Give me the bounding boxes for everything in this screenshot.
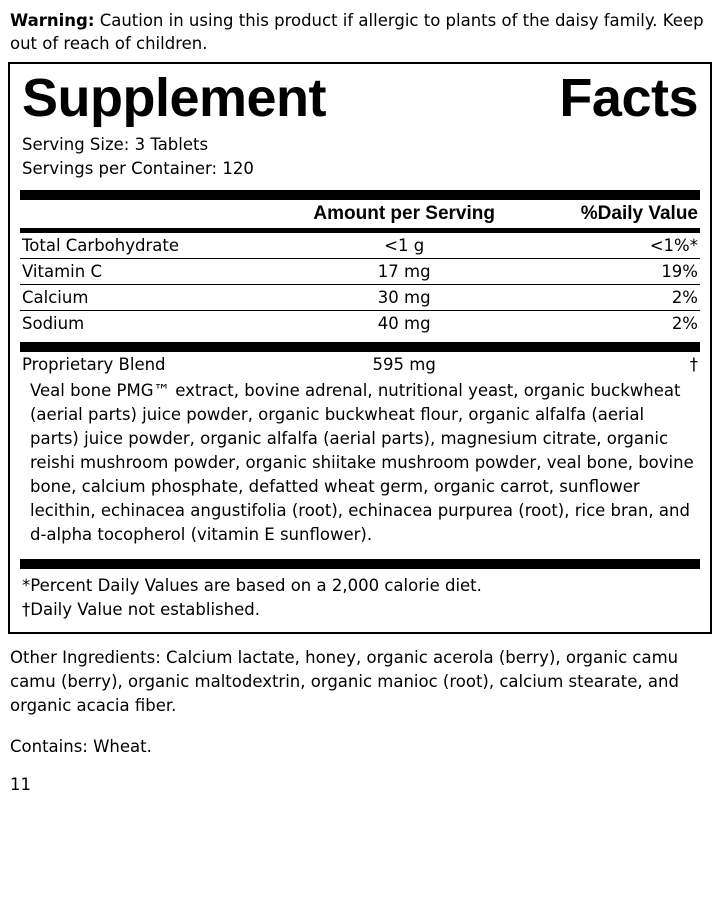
nutrition-header-table <box>20 200 700 228</box>
serving-size: Serving Size: 3 Tablets <box>22 135 209 155</box>
header-amount-per-serving: Amount per Serving <box>313 202 495 224</box>
table-header-row <box>20 200 700 228</box>
blend-name: Proprietary Blend <box>22 354 166 374</box>
divider-thick-mid <box>20 342 700 352</box>
table-row <box>20 258 700 284</box>
nutrient-amount: 30 mg <box>278 284 530 310</box>
nutrient-name: Total Carbohydrate <box>20 233 278 259</box>
proprietary-blend-table <box>20 352 700 377</box>
nutrient-amount: 17 mg <box>278 258 530 284</box>
blend-amount: 595 mg <box>372 354 436 374</box>
supplement-facts-title <box>20 68 700 129</box>
contains-statement: Contains: Wheat. <box>10 736 152 756</box>
nutrient-amount: 40 mg <box>377 313 431 333</box>
supplement-facts-panel <box>8 62 712 634</box>
title-word-supplement: Supplement <box>22 67 327 128</box>
table-row <box>20 233 700 259</box>
warning-label: Warning: <box>10 11 95 30</box>
header-daily-value: %Daily Value <box>580 202 698 224</box>
divider-thick-top <box>20 190 700 200</box>
servings-per-container: Servings per Container: 120 <box>22 159 254 179</box>
footnotes <box>20 569 700 624</box>
blend-ingredient-list: Veal bone PMG™ extract, bovine adrenal, nutritional yeast, organic buckwheat (aerial parts) juice powder, organic buckwheat flour, organic alfalfa (aerial parts) juice powder, organic alfalfa (aerial parts), magnesium citrate, organic reishi mushroom powder, organic shiitake mushroom powder, veal bone, bovine bone, calcium phosphate, defatted wheat germ, organic carrot, sunflower lecithin, echinacea angustifolia (root), echinacea purpurea (root), rice bran, and d-alpha tocopherol (vitamin E sunflower). <box>30 380 694 545</box>
nutrient-amount: <1 g <box>278 233 530 259</box>
nutrient-name: Calcium <box>20 284 278 310</box>
title-word-facts: Facts <box>559 67 698 128</box>
serving-info <box>20 129 700 184</box>
nutrient-name: Sodium <box>22 313 85 333</box>
table-row <box>20 284 700 310</box>
nutrient-dv: 19% <box>530 258 700 284</box>
footnote-not-established: †Daily Value not established. <box>22 600 260 620</box>
nutrient-name: Vitamin C <box>20 258 278 284</box>
table-row <box>20 310 700 336</box>
warning-text: Caution in using this product if allergic to plants of the daisy family. Keep out of reach of children. <box>10 11 704 54</box>
warning-block <box>8 0 712 62</box>
table-row <box>20 352 700 377</box>
nutrient-dv: <1%* <box>530 233 700 259</box>
other-ingredients: Other Ingredients: Calcium lactate, honey, organic acerola (berry), organic camu camu (berry), organic maltodextrin, organic manioc (root), calcium stearate, and organic acacia fiber. <box>10 648 679 716</box>
divider-thick-bottom <box>20 559 700 569</box>
header-nutrient <box>20 200 278 228</box>
blend-dv: † <box>689 354 698 374</box>
page-number: 11 <box>10 774 31 794</box>
nutrient-table <box>20 233 700 336</box>
nutrient-dv: 2% <box>671 313 698 333</box>
nutrient-dv: 2% <box>530 284 700 310</box>
footnote-daily-values: *Percent Daily Values are based on a 2,000 calorie diet. <box>22 576 482 596</box>
